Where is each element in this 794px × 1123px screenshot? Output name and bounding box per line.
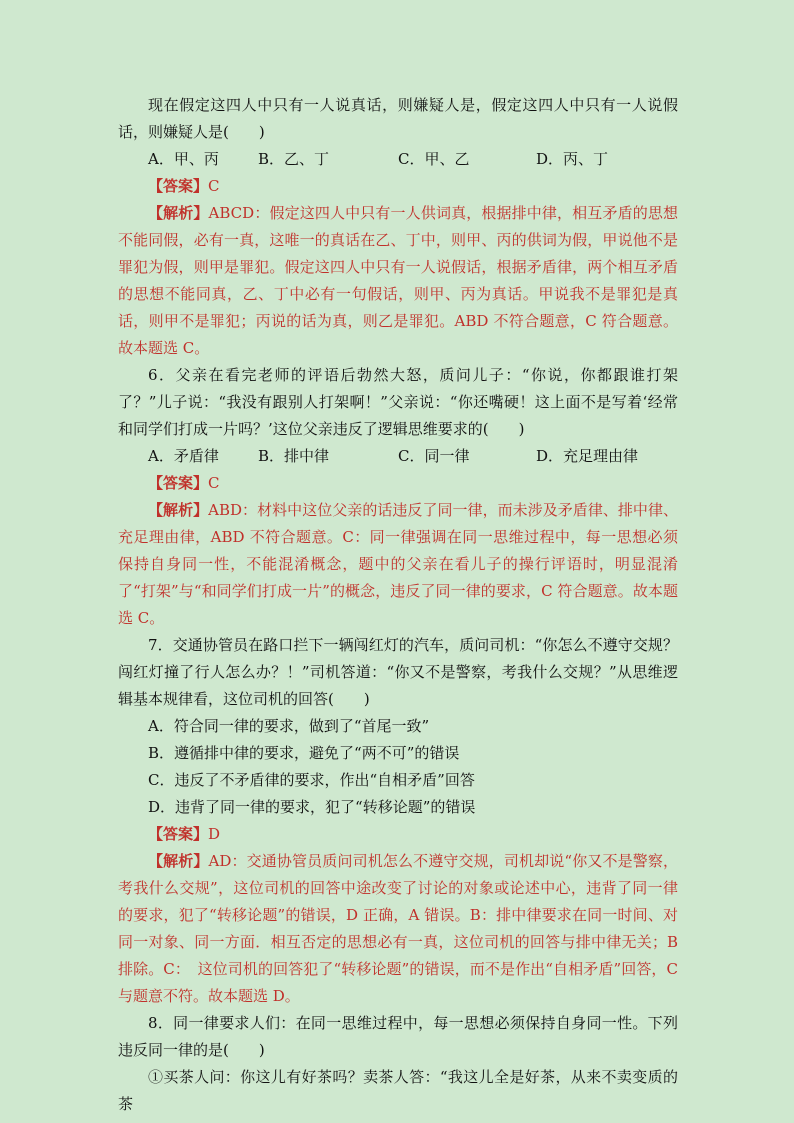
question-6-answer [118,470,678,497]
option-a: A．符合同一律的要求，做到了“首尾一致” [148,717,430,735]
analysis-tag: 【解析】 [148,501,209,519]
question-8-stem: 8．同一律要求人们：在同一思维过程中，每一思想必须保持自身同一性。下列违反同一律的是( ) [118,1014,678,1059]
question-6-options [118,443,678,470]
option-d: D．充足理由律 [536,447,639,465]
answer-value: D [208,825,221,843]
option-a: A．甲、丙 [148,150,219,168]
option-c: C．违反了不矛盾律的要求，作出“自相矛盾”回答 [148,771,475,789]
option-a: A．矛盾律 [148,447,219,465]
option-d: D．丙、丁 [536,150,609,168]
question-5-options [118,146,678,173]
question-7-answer [118,821,678,848]
option-b: B．乙、丁 [258,150,330,168]
option-d: D．违背了同一律的要求，犯了“转移论题”的错误 [148,798,476,816]
question-6-stem: 6．父亲在看完老师的评语后勃然大怒，质问儿子：“你说，你都跟谁打架了？”儿子说：“我没有跟别人打架啊！”父亲说：“你还嘴硬！这上面不是写着‘经常和同学们打成一片吗？’这位父亲违反了逻辑思维要求的( ) [118,366,678,438]
answer-tag: 【答案】 [148,474,209,492]
question-7-stem: 7．交通协管员在路口拦下一辆闯红灯的汽车，质问司机：“你怎么不遵守交规？闯红灯撞了行人怎么办？！”司机答道：“你又不是警察，考我什么交规？”从思维逻辑基本规律看，这位司机的回答( ) [118,636,678,708]
option-c: C．同一律 [398,447,470,465]
question-6-analysis [118,497,678,632]
analysis-tag: 【解析】 [148,852,209,870]
option-b: B．排中律 [258,447,330,465]
analysis-text: ABCD：假定这四人中只有一人供词真，根据排中律，相互矛盾的思想不能同假，必有一真，这唯一的真话在乙、丁中，则甲、丙的供词为假，甲说他不是罪犯为假，则甲是罪犯。假定这四人中只有一人说假话，根据矛盾律，两个相互矛盾的思想不能同真，乙、丁中必有一句假话，则甲、丙为真话。甲说我不是罪犯是真话，则甲不是罪犯；丙说的话为真，则乙是罪犯。ABD 不符合题意，C 符合题意。故本题选 C。 [118,204,678,357]
question-7-analysis [118,848,678,1010]
answer-tag: 【答案】 [148,177,209,195]
answer-value: C [208,474,220,492]
page-content [118,92,678,1118]
analysis-text: ABD：材料中这位父亲的话违反了同一律，而未涉及矛盾律、排中律、充足理由律，ABD 不符合题意。C：同一律强调在同一思维过程中，每一思想必须保持自身同一性，不能混淆概念，题中的父亲在看儿子的操行评语时，明显混淆了“打架”与“和同学们打成一片”的概念，违反了同一律的要求，C 符合题意。故本题选 C。 [118,501,678,627]
question-5-stem: 现在假定这四人中只有一人说真话，则嫌疑人是，假定这四人中只有一人说假话，则嫌疑人是( ) [118,96,678,141]
answer-tag: 【答案】 [148,825,209,843]
answer-value: C [208,177,220,195]
option-c: C．甲、乙 [398,150,470,168]
question-5-analysis [118,200,678,362]
question-8-item-1: ①买茶人问：你这儿有好茶吗？卖茶人答：“我这儿全是好茶，从来不卖变质的茶 [118,1068,678,1113]
question-5-answer [118,173,678,200]
analysis-tag: 【解析】 [148,204,209,222]
option-b: B．遵循排中律的要求，避免了“两不可”的错误 [148,744,460,762]
analysis-text: AD：交通协管员质问司机怎么不遵守交规，司机却说“你又不是警察，考我什么交规”，这位司机的回答中途改变了讨论的对象或论述中心，违背了同一律的要求，犯了“转移论题”的错误，D 正确，A 错误。B：排中律要求在同一时间、对同一对象、同一方面．相互否定的思想必有一真，这位司机的回答与排中律无关；B 排除。C： 这位司机的回答犯了“转移论题”的错误，而不是作出“自相矛盾”回答，C 与题意不符。故本题选 D。 [118,852,678,1005]
